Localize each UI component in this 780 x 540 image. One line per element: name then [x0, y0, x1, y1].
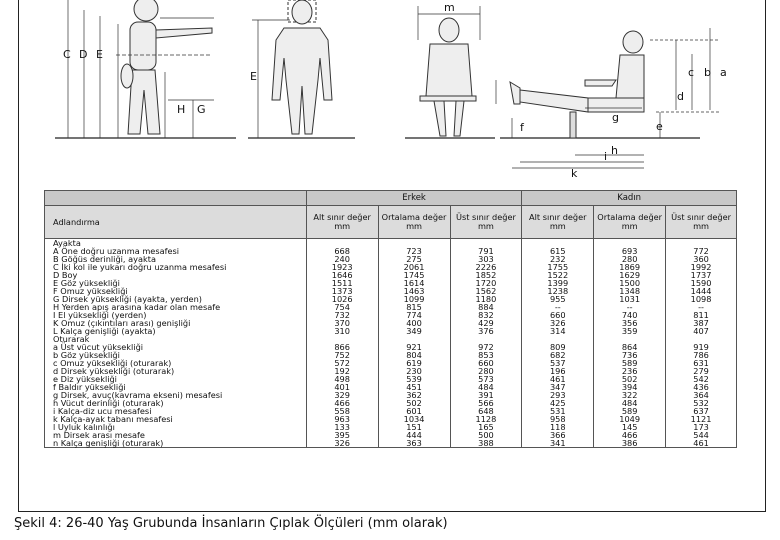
value-cell: 314 [522, 327, 594, 335]
value-cell: 919 [666, 343, 737, 351]
value-cell: 364 [666, 391, 737, 399]
row-label: G Dirsek yüksekliği (ayakta, yerden) [45, 295, 307, 303]
value-cell: 537 [522, 359, 594, 367]
value-cell: 145 [594, 423, 666, 431]
value-cell: 280 [450, 367, 522, 375]
value-cell: 466 [306, 399, 378, 407]
row-label: H Yerden apış arasına kadar olan mesafe [45, 303, 307, 311]
row-label: m Dirsek arası mesafe [45, 431, 307, 439]
row-label: h Vücut derinliği (oturarak) [45, 399, 307, 407]
value-cell: 809 [522, 343, 594, 351]
value-cell: 280 [594, 255, 666, 263]
value-cell: 853 [450, 351, 522, 359]
label-front-E: E [250, 70, 257, 83]
value-cell: 1992 [666, 263, 737, 271]
value-cell: 637 [666, 407, 737, 415]
value-cell: 1034 [378, 415, 450, 423]
row-label: f Baldır yüksekliği [45, 383, 307, 391]
row-label: E Göz yüksekliği [45, 279, 307, 287]
value-cell: 832 [450, 311, 522, 319]
value-cell: 502 [378, 399, 450, 407]
value-cell: 791 [450, 247, 522, 255]
value-cell: 502 [594, 375, 666, 383]
row-label: i Kalça-diz ucu mesafesi [45, 407, 307, 415]
value-cell: 133 [306, 423, 378, 431]
label-G: G [197, 103, 206, 116]
group-header-blank [45, 191, 307, 206]
value-cell: 660 [450, 359, 522, 367]
section-title: Oturarak [45, 335, 307, 343]
row-label: d Dirsek yüksekliği (oturarak) [45, 367, 307, 375]
value-cell: -- [522, 303, 594, 311]
value-cell: 356 [594, 319, 666, 327]
value-cell: 444 [378, 431, 450, 439]
value-cell: 1373 [306, 287, 378, 295]
column-header-alt-kadin: Alt sınır değer mm [522, 206, 594, 239]
value-cell: 1629 [594, 271, 666, 279]
value-cell: 461 [666, 439, 737, 448]
value-cell: 815 [378, 303, 450, 311]
row-label: D Boy [45, 271, 307, 279]
value-cell: 539 [378, 375, 450, 383]
value-cell: 425 [522, 399, 594, 407]
value-cell: 347 [522, 383, 594, 391]
value-cell: 736 [594, 351, 666, 359]
value-cell: 376 [450, 327, 522, 335]
column-header-ort-kadin: Ortalama değer mm [594, 206, 666, 239]
value-cell: 461 [522, 375, 594, 383]
value-cell: 429 [450, 319, 522, 327]
value-cell: 754 [306, 303, 378, 311]
value-cell: 1238 [522, 287, 594, 295]
value-cell: 173 [666, 423, 737, 431]
row-label: I El yüksekliği (yerden) [45, 311, 307, 319]
row-label: e Diz yüksekliği [45, 375, 307, 383]
value-cell: 1128 [450, 415, 522, 423]
label-h: h [611, 144, 618, 157]
value-cell: 326 [522, 319, 594, 327]
value-cell: 230 [378, 367, 450, 375]
label-H: H [177, 103, 186, 116]
value-cell: 615 [522, 247, 594, 255]
value-cell: 1026 [306, 295, 378, 303]
seated-back-figure [420, 18, 476, 136]
value-cell: 275 [378, 255, 450, 263]
value-cell: 322 [594, 391, 666, 399]
value-cell: 1444 [666, 287, 737, 295]
row-label: n Kalça genişliği (oturarak) [45, 439, 307, 448]
group-header-kadin: Kadın [522, 191, 737, 206]
value-cell: 589 [594, 407, 666, 415]
label-E: E [96, 48, 103, 61]
value-cell: 326 [306, 439, 378, 448]
value-cell: 391 [450, 391, 522, 399]
value-cell: 1121 [666, 415, 737, 423]
label-k: k [571, 167, 578, 180]
measurements-body [45, 239, 737, 448]
value-cell: 498 [306, 375, 378, 383]
label-b: b [704, 66, 711, 79]
value-cell: 1852 [450, 271, 522, 279]
value-cell: 660 [522, 311, 594, 319]
value-cell: 2226 [450, 263, 522, 271]
value-cell: 451 [378, 383, 450, 391]
value-cell: 866 [306, 343, 378, 351]
column-header-ust-erkek: Üst sınır değer mm [450, 206, 522, 239]
value-cell: -- [594, 303, 666, 311]
value-cell: 1098 [666, 295, 737, 303]
value-cell: 566 [450, 399, 522, 407]
value-cell: 774 [378, 311, 450, 319]
value-cell: 293 [522, 391, 594, 399]
value-cell: 151 [378, 423, 450, 431]
value-cell: 370 [306, 319, 378, 327]
label-i: i [604, 150, 608, 163]
label-a: a [720, 66, 727, 79]
value-cell: 407 [666, 327, 737, 335]
measurements-table [44, 190, 737, 448]
value-cell: 772 [666, 247, 737, 255]
figure-caption: Şekil 4: 26-40 Yaş Grubunda İnsanların Çıplak Ölçüleri (mm olarak) [14, 516, 448, 531]
value-cell: 1463 [378, 287, 450, 295]
row-label: L Kalça genişliği (ayakta) [45, 327, 307, 335]
label-m: m [444, 1, 455, 14]
table-row [45, 439, 737, 448]
label-C: C [63, 48, 71, 61]
value-cell: 811 [666, 311, 737, 319]
value-cell: 359 [594, 327, 666, 335]
value-cell: 400 [378, 319, 450, 327]
row-label: k Kalça-ayak tabanı mesafesi [45, 415, 307, 423]
value-cell: 544 [666, 431, 737, 439]
value-cell: 165 [450, 423, 522, 431]
value-cell: 1614 [378, 279, 450, 287]
value-cell: 884 [450, 303, 522, 311]
label-g: g [612, 111, 619, 124]
value-cell: 1099 [378, 295, 450, 303]
value-cell: 1522 [522, 271, 594, 279]
value-cell: 619 [378, 359, 450, 367]
row-label: a Üst vücut yüksekliği [45, 343, 307, 351]
group-header-row [45, 191, 737, 206]
value-cell: 1511 [306, 279, 378, 287]
row-label: F Omuz yüksekliği [45, 287, 307, 295]
value-cell: 2061 [378, 263, 450, 271]
value-cell: 1399 [522, 279, 594, 287]
value-cell: 362 [378, 391, 450, 399]
value-cell: 631 [666, 359, 737, 367]
value-cell: 310 [306, 327, 378, 335]
value-cell: 436 [666, 383, 737, 391]
value-cell: 572 [306, 359, 378, 367]
value-cell: 921 [378, 343, 450, 351]
value-cell: 401 [306, 383, 378, 391]
value-cell: 558 [306, 407, 378, 415]
section-title: Ayakta [45, 239, 307, 248]
value-cell: 466 [594, 431, 666, 439]
value-cell: 1869 [594, 263, 666, 271]
value-cell: 864 [594, 343, 666, 351]
row-label: c Omuz yüksekliği (oturarak) [45, 359, 307, 367]
row-label: K Omuz (çıkıntıları arası) genişliği [45, 319, 307, 327]
value-cell: 1348 [594, 287, 666, 295]
value-cell: -- [666, 303, 737, 311]
label-D: D [79, 48, 88, 61]
column-header-name: Adlandırma [45, 206, 307, 239]
value-cell: 1923 [306, 263, 378, 271]
value-cell: 682 [522, 351, 594, 359]
value-cell: 1755 [522, 263, 594, 271]
value-cell: 394 [594, 383, 666, 391]
value-cell: 192 [306, 367, 378, 375]
value-cell: 500 [450, 431, 522, 439]
label-e: e [656, 120, 663, 133]
value-cell: 236 [594, 367, 666, 375]
value-cell: 196 [522, 367, 594, 375]
value-cell: 1590 [666, 279, 737, 287]
value-cell: 648 [450, 407, 522, 415]
anthropometric-illustration [0, 0, 780, 190]
value-cell: 329 [306, 391, 378, 399]
label-d: d [677, 90, 684, 103]
value-cell: 1745 [378, 271, 450, 279]
value-cell: 693 [594, 247, 666, 255]
value-cell: 341 [522, 439, 594, 448]
value-cell: 395 [306, 431, 378, 439]
seated-side-figure [510, 31, 644, 138]
value-cell: 1049 [594, 415, 666, 423]
value-cell: 531 [522, 407, 594, 415]
value-cell: 387 [666, 319, 737, 327]
value-cell: 542 [666, 375, 737, 383]
value-cell: 740 [594, 311, 666, 319]
row-label: A Öne doğru uzanma mesafesi [45, 247, 307, 255]
value-cell: 1500 [594, 279, 666, 287]
value-cell: 360 [666, 255, 737, 263]
value-cell: 1562 [450, 287, 522, 295]
row-label: b Göz yüksekliği [45, 351, 307, 359]
value-cell: 240 [306, 255, 378, 263]
value-cell: 303 [450, 255, 522, 263]
value-cell: 366 [522, 431, 594, 439]
value-cell: 484 [450, 383, 522, 391]
value-cell: 958 [522, 415, 594, 423]
value-cell: 804 [378, 351, 450, 359]
value-cell: 388 [450, 439, 522, 448]
value-cell: 386 [594, 439, 666, 448]
row-label: g Dirsek, avuç(kavrama ekseni) mesafesi [45, 391, 307, 399]
value-cell: 723 [378, 247, 450, 255]
row-label: C İki kol ile yukarı doğru uzanma mesafesi [45, 263, 307, 271]
value-cell: 532 [666, 399, 737, 407]
value-cell: 1737 [666, 271, 737, 279]
value-cell: 349 [378, 327, 450, 335]
label-f: f [520, 121, 524, 134]
value-cell: 972 [450, 343, 522, 351]
value-cell: 589 [594, 359, 666, 367]
value-cell: 1180 [450, 295, 522, 303]
value-cell: 668 [306, 247, 378, 255]
column-header-alt-erkek: Alt sınır değer mm [306, 206, 378, 239]
value-cell: 118 [522, 423, 594, 431]
value-cell: 732 [306, 311, 378, 319]
value-cell: 363 [378, 439, 450, 448]
value-cell: 1031 [594, 295, 666, 303]
table-row [45, 327, 737, 335]
value-cell: 573 [450, 375, 522, 383]
value-cell: 484 [594, 399, 666, 407]
group-header-erkek: Erkek [306, 191, 522, 206]
row-label: B Göğüs derinliği, ayakta [45, 255, 307, 263]
column-header-row [45, 206, 737, 239]
column-header-ust-kadin: Üst sınır değer mm [666, 206, 737, 239]
label-c: c [688, 66, 695, 79]
value-cell: 786 [666, 351, 737, 359]
row-label: l Uyluk kalınlığı [45, 423, 307, 431]
value-cell: 963 [306, 415, 378, 423]
column-header-ort-erkek: Ortalama değer mm [378, 206, 450, 239]
value-cell: 232 [522, 255, 594, 263]
value-cell: 1720 [450, 279, 522, 287]
value-cell: 601 [378, 407, 450, 415]
value-cell: 955 [522, 295, 594, 303]
value-cell: 752 [306, 351, 378, 359]
value-cell: 1646 [306, 271, 378, 279]
value-cell: 279 [666, 367, 737, 375]
